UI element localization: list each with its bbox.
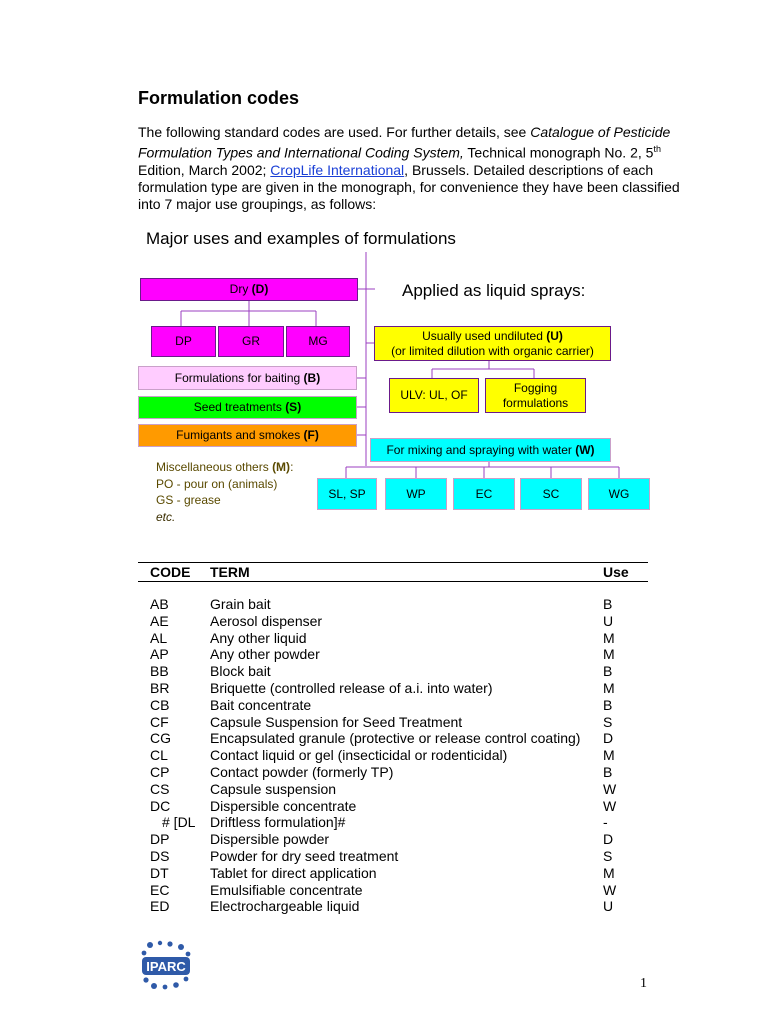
page-number: 1 <box>640 976 647 991</box>
cell-use: B <box>603 663 613 680</box>
cell-term: Powder for dry seed treatment <box>210 847 399 864</box>
cell-use: W <box>603 881 617 898</box>
cell-use: D <box>603 730 614 747</box>
cell-term: Block bait <box>210 663 271 680</box>
dry-box <box>140 278 358 301</box>
water-child-box: WG <box>588 478 650 510</box>
cell-term: Electrochargeable liquid <box>210 898 360 915</box>
cell-term: Dispersible powder <box>210 831 330 848</box>
liquid-sprays-title: Applied as liquid sprays: <box>402 281 586 300</box>
table-row <box>138 865 648 882</box>
cell-code: BR <box>150 679 170 696</box>
cell-term: Any other powder <box>210 646 320 663</box>
cell-code: DS <box>150 847 170 864</box>
cell-code: EC <box>150 881 170 898</box>
dry-label: Dry <box>229 282 252 296</box>
intro-citation: Catalogue of Pesticide Formulation Types and International Coding System, <box>138 124 671 161</box>
cell-use: B <box>603 763 613 780</box>
cell-code: DC <box>150 797 171 814</box>
water-child-box: EC <box>453 478 515 510</box>
cell-use: - <box>603 814 608 831</box>
cell-use: M <box>603 629 615 646</box>
water-box <box>370 438 611 462</box>
cell-use: M <box>603 646 615 663</box>
seed-label: Seed treatments <box>193 400 286 414</box>
cell-term: Contact powder (formerly TP) <box>210 763 394 780</box>
table-row <box>138 764 648 781</box>
cell-code: CG <box>150 730 171 747</box>
cell-term: Briquette (controlled release of a.i. into water) <box>210 679 493 696</box>
baiting-label: Formulations for baiting <box>174 370 304 385</box>
cell-use: M <box>603 864 615 881</box>
intro-text-1: The following standard codes are used. For further details, see <box>138 124 531 140</box>
dry-child-box: DP <box>151 326 216 357</box>
undiluted-subtitle: (or limited dilution with organic carrier) <box>391 343 594 358</box>
cell-code: CF <box>150 713 169 730</box>
table-row <box>138 596 648 613</box>
intro-text-4: , Brussels. Detailed descriptions of each formulation type are given in the monograph, for convenience they have been classified into 7 major use groupings, as follows: <box>138 161 680 212</box>
table-row <box>138 848 648 865</box>
misc-line: GS - grease <box>156 493 221 507</box>
water-child-box: WP <box>385 478 447 510</box>
cell-code: BB <box>150 663 169 680</box>
cell-term: Tablet for direct application <box>210 864 377 881</box>
table-row <box>138 814 648 831</box>
table-row <box>138 630 648 647</box>
cell-code: DP <box>150 831 170 848</box>
intro-text-2: Technical monograph No. 2, 5 <box>463 144 654 161</box>
undiluted-code: (U) <box>546 328 563 343</box>
cell-use: M <box>603 679 615 696</box>
seed-code: (S) <box>285 400 302 414</box>
table-row <box>138 730 648 747</box>
table-row <box>138 747 648 764</box>
cell-term: Capsule Suspension for Seed Treatment <box>210 713 463 730</box>
cell-code: CS <box>150 780 170 797</box>
cell-use: U <box>603 898 614 915</box>
undiluted-label: Usually used undiluted <box>422 328 547 343</box>
codes-table <box>138 596 648 915</box>
cell-code: AE <box>150 612 169 629</box>
baiting-box <box>138 366 357 390</box>
cell-code: AL <box>150 629 168 646</box>
misc-line: PO - pour on (animals) <box>156 476 278 491</box>
cell-use: S <box>603 847 613 864</box>
cell-use: S <box>603 713 613 730</box>
cell-code: AB <box>150 596 169 612</box>
cell-code: DT <box>150 864 169 881</box>
header-term: TERM <box>210 564 250 580</box>
cell-code: # [DL <box>162 814 196 831</box>
cell-term: Any other liquid <box>210 629 307 646</box>
iparc-logo <box>140 940 192 990</box>
intro-text-3: Edition, March 2002; <box>138 161 271 178</box>
water-child-box: SL, SP <box>317 478 377 510</box>
header-code: CODE <box>150 564 191 580</box>
cell-term: Grain bait <box>210 596 271 612</box>
water-child-box: SC <box>520 478 582 510</box>
fumigants-label: Fumigants and smokes <box>176 428 304 442</box>
water-label: For mixing and spraying with water <box>386 442 576 457</box>
cell-code: AP <box>150 646 169 663</box>
undiluted-box <box>374 326 611 361</box>
fogging-box: Fogging formulations <box>485 378 586 413</box>
cell-code: CL <box>150 747 168 764</box>
cell-term: Capsule suspension <box>210 780 337 797</box>
cell-term: Driftless formulation]# <box>210 814 346 831</box>
table-row <box>138 831 648 848</box>
table-row <box>138 781 648 798</box>
logo-text: IPARC <box>146 959 186 974</box>
table-row <box>138 714 648 731</box>
page-title: Formulation codes <box>138 88 300 108</box>
cell-code: CP <box>150 763 170 780</box>
cell-term: Contact liquid or gel (insecticidal or rodenticidal) <box>210 747 508 764</box>
cell-use: D <box>603 831 614 848</box>
cell-use: B <box>603 696 613 713</box>
dry-child-box: MG <box>286 326 350 357</box>
fumigants-code: (F) <box>303 428 319 442</box>
cell-term: Dispersible concentrate <box>210 797 357 814</box>
intro-superscript: th <box>653 144 661 154</box>
table-row <box>138 898 648 915</box>
table-row <box>138 663 648 680</box>
cell-use: W <box>603 797 617 814</box>
table-row <box>138 613 648 630</box>
fumigants-box <box>138 424 357 447</box>
cell-use: B <box>603 596 613 612</box>
table-row <box>138 680 648 697</box>
ulv-box: ULV: UL, OF <box>389 378 479 413</box>
table-header <box>138 562 648 582</box>
cell-use: M <box>603 747 615 764</box>
water-code: (W) <box>575 442 595 457</box>
diagram-title: Major uses and examples of formulations <box>146 229 456 248</box>
cell-term: Bait concentrate <box>210 696 312 713</box>
cell-code: CB <box>150 696 170 713</box>
cell-use: U <box>603 612 614 629</box>
dry-child-box: GR <box>218 326 284 357</box>
cell-code: ED <box>150 898 170 915</box>
table-row <box>138 697 648 714</box>
misc-others <box>156 459 293 525</box>
table-row <box>138 882 648 899</box>
seed-treatments-box <box>138 396 357 419</box>
table-row <box>138 646 648 663</box>
misc-label: Miscellaneous others <box>156 460 273 474</box>
cell-term: Emulsifiable concentrate <box>210 881 363 898</box>
table-row <box>138 798 648 815</box>
cell-term: Aerosol dispenser <box>210 612 323 629</box>
misc-code: (M) <box>272 460 291 474</box>
header-use: Use <box>603 564 629 580</box>
misc-etc: etc. <box>156 509 176 524</box>
baiting-code: (B) <box>303 370 321 385</box>
cell-term: Encapsulated granule (protective or release control coating) <box>210 730 581 747</box>
misc-colon: : <box>290 460 294 474</box>
cell-use: W <box>603 780 617 797</box>
croplife-link[interactable]: CropLife International <box>270 161 405 178</box>
dry-code: (D) <box>251 282 269 296</box>
